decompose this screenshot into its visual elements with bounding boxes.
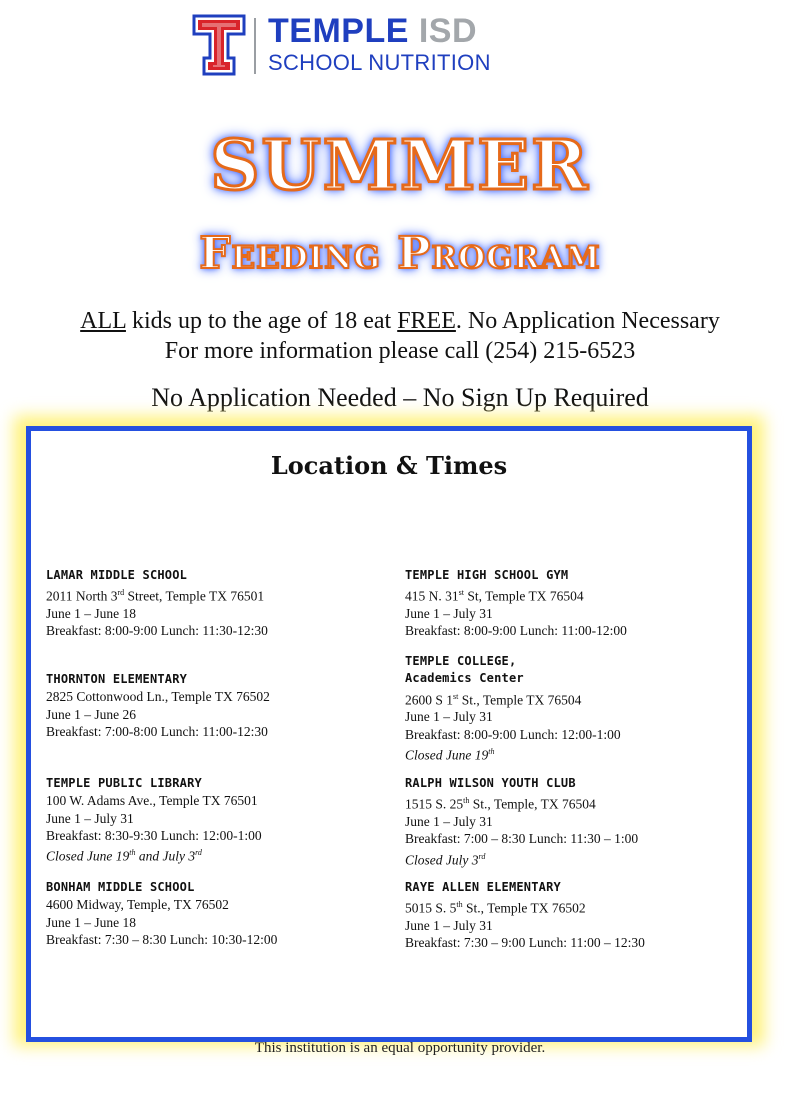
address-part: Street, Temple TX 76501 [124, 588, 265, 604]
location-times: Breakfast: 8:00-9:00 Lunch: 11:00-12:00 [405, 623, 627, 639]
location-name: RAYE ALLEN ELEMENTARY [405, 880, 561, 894]
logo-word-isd: ISD [418, 12, 478, 50]
logo-subtitle: SCHOOL NUTRITION [268, 50, 491, 75]
note-part: Closed June 19 [405, 747, 489, 763]
location-address: 2825 Cottonwood Ln., Temple TX 76502 [46, 689, 270, 705]
location-dates: June 1 – June 18 [46, 914, 136, 930]
locations-title: Location & Times [270, 451, 508, 480]
note-sup: rd [195, 848, 202, 858]
address-sup: th [463, 796, 470, 806]
page-subtitle: Feeding Program [199, 228, 601, 279]
intro-line-2: For more information please call (254) 215-6523 [164, 338, 636, 364]
address-part: St., Temple TX 76504 [458, 692, 582, 708]
note-part: and July 3 [135, 848, 196, 864]
address-part: 2600 S 1 [405, 692, 454, 708]
logo-wordmark [268, 12, 477, 51]
address-part: St, Temple TX 76504 [463, 588, 584, 604]
address-sup: st [458, 588, 464, 598]
note-sup: rd [478, 851, 486, 861]
intro-line-1 [0, 308, 800, 335]
location-name: BONHAM MIDDLE SCHOOL [46, 880, 195, 894]
address-part: 1515 S. 25 [405, 796, 464, 812]
logo-divider [254, 18, 256, 74]
location-address [405, 688, 621, 709]
page-title: SUMMER [210, 126, 590, 206]
note-part: Closed June 19 [46, 848, 130, 864]
location-ralph-wilson [405, 775, 638, 868]
temple-isd-logo [192, 14, 552, 80]
location-name: RALPH WILSON YOUTH CLUB [405, 776, 576, 790]
address-part: St., Temple, TX 76504 [469, 796, 596, 812]
intro-free: FREE [397, 308, 456, 334]
location-dates: June 1 – June 18 [46, 606, 136, 622]
location-library [46, 775, 262, 865]
location-thornton [46, 671, 270, 740]
location-name: TEMPLE HIGH SCHOOL GYM [405, 568, 569, 582]
location-times: Breakfast: 8:30-9:30 Lunch: 12:00-1:00 [46, 827, 262, 843]
location-dates: June 1 – July 31 [405, 918, 493, 934]
address-sup: rd [117, 588, 125, 598]
location-name: LAMAR MIDDLE SCHOOL [46, 568, 188, 582]
address-part: St., Temple TX 76502 [462, 900, 586, 916]
address-sup: st [453, 691, 459, 701]
address-part: 5015 S. 5 [405, 900, 457, 916]
location-dates: June 1 – July 31 [405, 814, 493, 830]
location-temple-high [405, 567, 627, 640]
location-dates: June 1 – July 31 [405, 709, 493, 725]
location-bonham [46, 879, 277, 948]
note-sup: th [488, 746, 495, 756]
intro-mid: kids up to the age of 18 eat [125, 308, 398, 334]
intro-end: . No Application Necessary [455, 308, 720, 334]
location-address [405, 792, 638, 813]
location-times: Breakfast: 7:30 – 8:30 Lunch: 10:30-12:00 [46, 931, 278, 947]
location-name: TEMPLE COLLEGE, [405, 654, 517, 668]
intro-line-3: No Application Needed – No Sign Up Required [151, 383, 649, 412]
location-note [405, 743, 621, 764]
note-part: Closed July 3 [405, 852, 479, 868]
location-lamar [46, 567, 268, 640]
address-part: 415 N. 31 [405, 588, 459, 604]
location-times: Breakfast: 8:00-9:00 Lunch: 11:30-12:30 [46, 623, 268, 639]
location-name: TEMPLE PUBLIC LIBRARY [46, 776, 202, 790]
temple-t-logo-icon [192, 14, 246, 76]
location-temple-college [405, 653, 621, 764]
location-address: 100 W. Adams Ave., Temple TX 76501 [46, 793, 258, 809]
location-times: Breakfast: 7:00-8:00 Lunch: 11:00-12:30 [46, 723, 268, 739]
address-sup: th [456, 900, 463, 910]
location-address: 4600 Midway, Temple, TX 76502 [46, 897, 229, 913]
location-times: Breakfast: 7:30 – 9:00 Lunch: 11:00 – 12:30 [405, 935, 645, 951]
location-dates: June 1 – July 31 [405, 606, 493, 622]
location-address [46, 584, 268, 605]
location-name-2: Academics Center [405, 671, 524, 686]
location-note [46, 844, 262, 865]
location-note [405, 848, 638, 869]
locations-box [26, 426, 752, 1042]
location-times: Breakfast: 7:00 – 8:30 Lunch: 11:30 – 1:00 [405, 831, 639, 847]
location-dates: June 1 – June 26 [46, 706, 136, 722]
address-part: 2011 North 3 [46, 588, 118, 604]
location-times: Breakfast: 8:00-9:00 Lunch: 12:00-1:00 [405, 726, 621, 742]
intro-all: ALL [80, 308, 126, 334]
location-address [405, 584, 627, 605]
location-raye-allen [405, 879, 645, 952]
logo-word-temple: TEMPLE [268, 12, 409, 50]
location-name: THORNTON ELEMENTARY [46, 672, 188, 686]
footer-note: This institution is an equal opportunity provider. [254, 1040, 546, 1056]
location-dates: June 1 – July 31 [46, 810, 134, 826]
note-sup: th [129, 848, 136, 858]
location-address [405, 896, 645, 917]
